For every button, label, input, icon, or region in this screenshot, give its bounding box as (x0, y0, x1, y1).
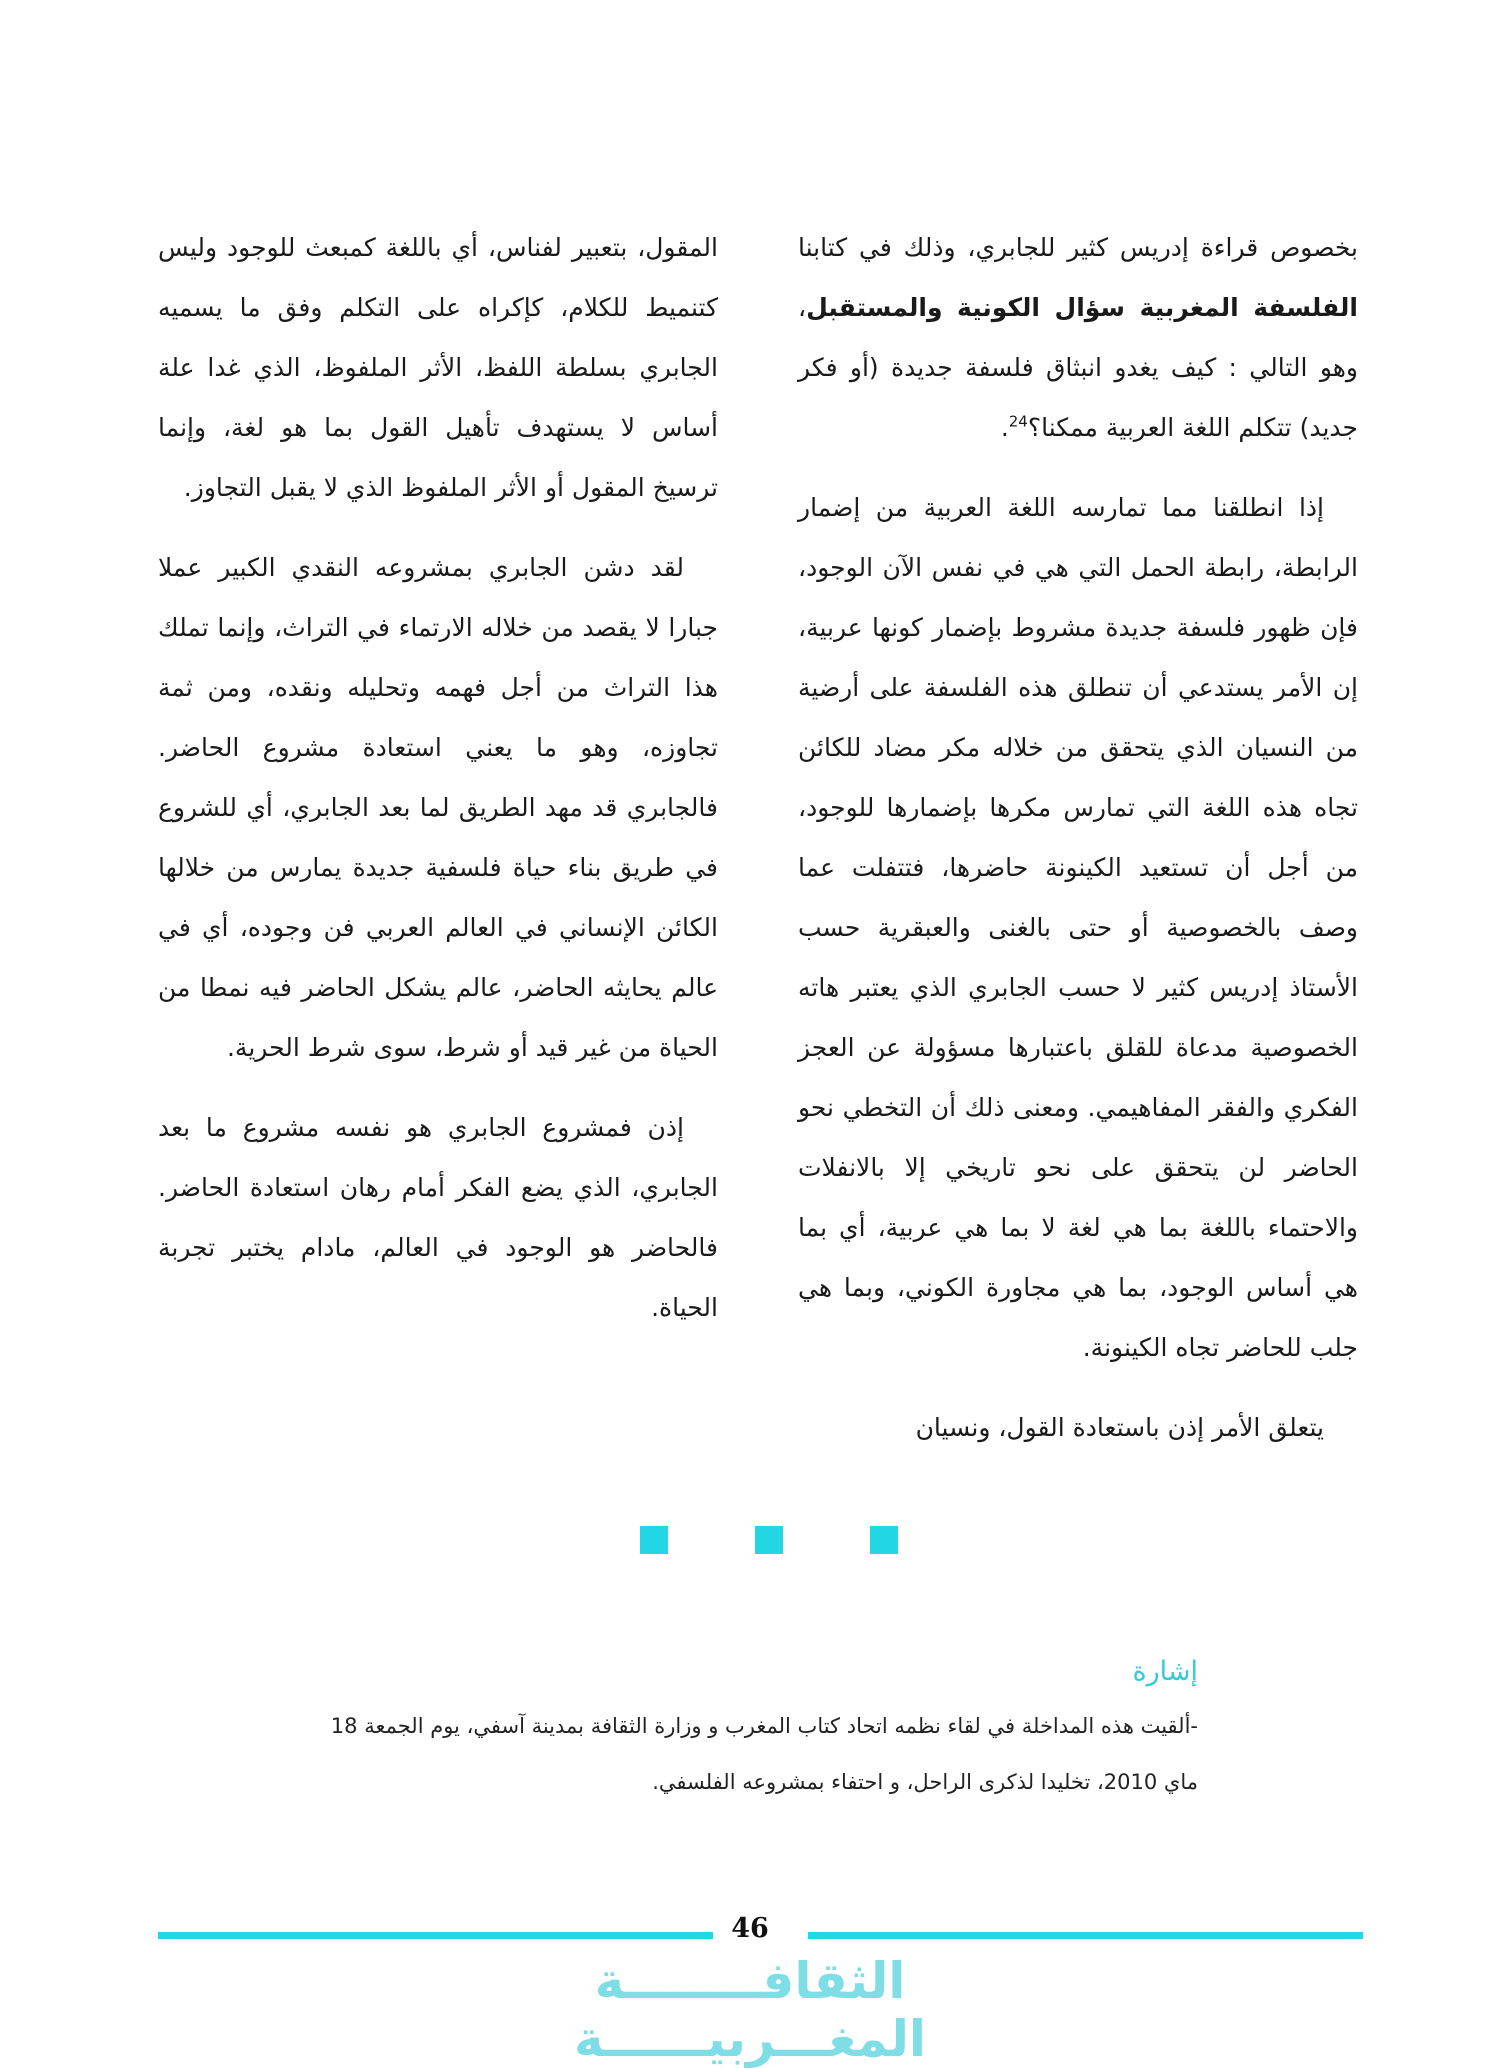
paragraph: المقول، بتعبير لفناس، أي باللغة كمبعث للوجود وليس كتنميط للكلام، كإكراه على التكلم وفق ما يسميه الجابري بسلطة اللفظ، الأثر الملفوظ، الذي غدا علة أساس لا يستهدف تأهيل القول بما هو لغة، وإنما ترسيخ المقول أو الأثر الملفوظ الذي لا يقبل التجاوز. (158, 233, 718, 502)
paragraph: يتعلق الأمر إذن باستعادة القول، ونسيان (915, 1413, 1324, 1442)
separator-square (755, 1526, 783, 1554)
note-title: إشارة (1132, 1656, 1198, 1687)
text-column-left (158, 218, 718, 1358)
footnote-ref: 24 (1008, 412, 1028, 431)
footer-rule-right (808, 1932, 1363, 1939)
text-column-right (798, 218, 1358, 1478)
paragraph: بخصوص قراءة إدريس كثير للجابري، وذلك في كتابنا الفلسفة المغربية سؤال الكونية والمستقبل، وهو التالي : كيف يغدو انبثاق فلسفة جديدة (أو فكر جديد) تتكلم اللغة العربية ممكنا؟$^{24}$. (798, 233, 1358, 442)
note-box (330, 1652, 1198, 1810)
page-number: 46 (731, 1913, 769, 1944)
footer-rule-left (158, 1932, 713, 1939)
section-separator (0, 1526, 1497, 1554)
paragraph: لقد دشن الجابري بمشروعه النقدي الكبير عملا جبارا لا يقصد من خلاله الارتماء في التراث، وإنما تملك هذا التراث من أجل فهمه وتحليله ونقده، ومن ثمة تجاوزه، وهو ما يعني استعادة مشروع الحاضر. فالجابري قد مهد الطريق لما بعد الجابري، أي للشروع في طريق بناء حياة فلسفية جديدة يمارس من خلالها الكائن الإنساني في العالم العربي فن وجوده، أي في عالم يحايثه الحاضر، عالم يشكل الحاضر فيه نمطا من الحياة من غير قيد أو شرط، سوى شرط الحرية. (158, 553, 718, 1062)
magazine-title: الثقافــــــــة المغـــربيــــــة (573, 1952, 927, 2068)
note-text: -ألقيت هذه المداخلة في لقاء نظمه اتحاد كتاب المغرب و وزارة الثقافة بمدينة آسفي، يوم الجمعة 18 ماي 2010، تخليدا لذكرى الراحل، و احتفاء بمشروعه الفلسفي. (330, 1714, 1198, 1794)
paragraph: إذا انطلقنا مما تمارسه اللغة العربية من إضمار الرابطة، رابطة الحمل التي هي في نفس الآن الوجود، فإن ظهور فلسفة جديدة مشروط بإضمار كونها عربية، إن الأمر يستدعي أن تنطلق هذه الفلسفة على أرضية من النسيان الذي يتحقق من خلاله مكر مضاد للكائن تجاه هذه اللغة التي تمارس مكرها بإضمارها للوجود، من أجل أن تستعيد الكينونة حاضرها، فتتفلت عما وصف بالخصوصية أو حتى بالغنى والعبقرية حسب الأستاذ إدريس كثير لا حسب الجابري الذي يعتبر هاته الخصوصية مدعاة للقلق باعتبارها مسؤولة عن العجز الفكري والفقر المفاهيمي. ومعنى ذلك أن التخطي نحو الحاضر لن يتحقق على نحو تاريخي إلا بالانفلات والاحتماء باللغة بما هي لغة لا بما هي عربية، أي بما هي أساس الوجود، بما هي مجاورة الكوني، وبما هي جلب للحاضر تجاه الكينونة. (798, 493, 1358, 1362)
book-title: الفلسفة المغربية سؤال الكونية والمستقبل (806, 293, 1358, 322)
separator-square (640, 1526, 668, 1554)
separator-square (870, 1526, 898, 1554)
paragraph: إذن فمشروع الجابري هو نفسه مشروع ما بعد الجابري، الذي يضع الفكر أمام رهان استعادة الحاضر. فالحاضر هو الوجود في العالم، مادام يختبر تجربة الحياة. (158, 1113, 718, 1322)
